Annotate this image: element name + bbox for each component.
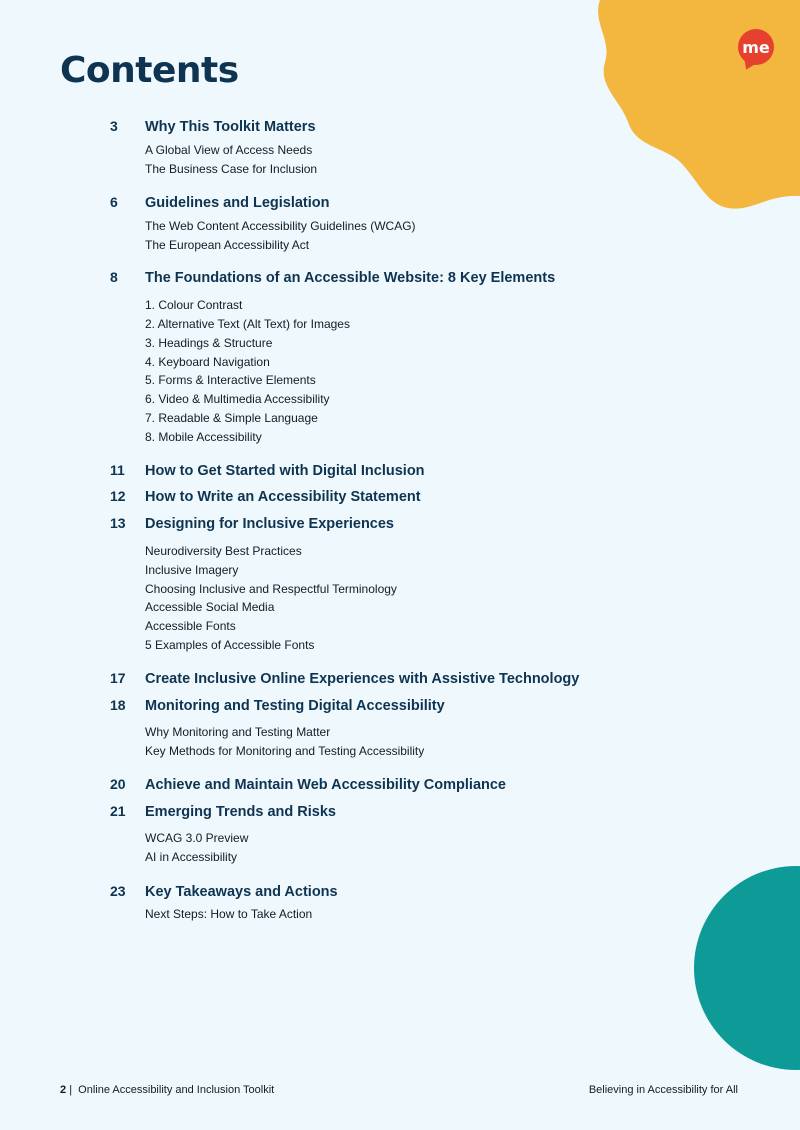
section-title: Why This Toolkit Matters: [145, 119, 316, 135]
toc-subitem[interactable]: Accessible Fonts: [145, 619, 236, 633]
toc-section[interactable]: [110, 515, 394, 532]
section-page-number: 3: [110, 118, 118, 134]
toc-subitem[interactable]: Accessible Social Media: [145, 600, 275, 614]
toc-section[interactable]: [110, 269, 555, 286]
section-page-number: 11: [110, 462, 125, 478]
section-page-number: 12: [110, 488, 126, 504]
section-title: The Foundations of an Accessible Website: 8 Key Elements: [145, 270, 556, 286]
section-page-number: 18: [110, 697, 126, 713]
toc-subitem[interactable]: Key Methods for Monitoring and Testing Accessibility: [145, 744, 425, 758]
toc-subitem[interactable]: 2. Alternative Text (Alt Text) for Images: [145, 317, 350, 331]
footer-separator: |: [69, 1084, 73, 1096]
toc-section[interactable]: [110, 118, 316, 135]
section-title: How to Write an Accessibility Statement: [145, 489, 421, 505]
toc-subitem[interactable]: 6. Video & Multimedia Accessibility: [145, 392, 330, 406]
footer-page-number: 2: [60, 1084, 67, 1096]
section-title: Guidelines and Legislation: [145, 195, 330, 211]
toc-section[interactable]: [110, 488, 421, 505]
section-page-number: 23: [110, 883, 126, 899]
section-title: How to Get Started with Digital Inclusion: [145, 463, 425, 479]
section-title: Emerging Trends and Risks: [145, 804, 336, 820]
section-title: Create Inclusive Online Experiences with Assistive Technology: [145, 671, 580, 687]
section-title: Designing for Inclusive Experiences: [145, 516, 394, 532]
toc-subitem[interactable]: A Global View of Access Needs: [145, 143, 313, 157]
page-title: Contents: [60, 50, 239, 91]
section-title: Achieve and Maintain Web Accessibility Compliance: [145, 777, 506, 793]
toc-subitem[interactable]: The Business Case for Inclusion: [145, 162, 318, 176]
toc-subitem[interactable]: 4. Keyboard Navigation: [145, 355, 270, 369]
section-page-number: 6: [110, 194, 118, 210]
toc-section[interactable]: [110, 462, 425, 479]
toc-subitem[interactable]: AI in Accessibility: [145, 850, 238, 864]
toc-subitem[interactable]: 5 Examples of Accessible Fonts: [145, 638, 315, 652]
toc-section[interactable]: [110, 803, 336, 820]
toc-subitem[interactable]: 8. Mobile Accessibility: [145, 430, 262, 444]
toc-subitem[interactable]: 5. Forms & Interactive Elements: [145, 373, 316, 387]
section-title: Monitoring and Testing Digital Accessibility: [145, 698, 445, 714]
toc-section[interactable]: [110, 776, 506, 793]
toc-subitem[interactable]: 3. Headings & Structure: [145, 336, 273, 350]
section-page-number: 8: [110, 269, 118, 285]
toc-subitem[interactable]: 7. Readable & Simple Language: [145, 411, 318, 425]
section-title: Key Takeaways and Actions: [145, 884, 338, 900]
toc-section[interactable]: [110, 697, 445, 714]
toc-subitem[interactable]: 1. Colour Contrast: [145, 298, 243, 312]
toc-section[interactable]: [110, 883, 338, 900]
section-page-number: 17: [110, 670, 126, 686]
toc-subitem[interactable]: Neurodiversity Best Practices: [145, 544, 302, 558]
section-page-number: 21: [110, 803, 126, 819]
toc-subitem[interactable]: Next Steps: How to Take Action: [145, 907, 313, 921]
footer-document-title: Online Accessibility and Inclusion Toolkit: [78, 1084, 275, 1096]
logo-text: me: [742, 37, 770, 57]
toc-subitem[interactable]: Why Monitoring and Testing Matter: [145, 725, 331, 739]
section-page-number: 13: [110, 515, 126, 531]
toc-subitem[interactable]: WCAG 3.0 Preview: [145, 831, 249, 845]
toc-subitem[interactable]: Choosing Inclusive and Respectful Terminology: [145, 582, 397, 596]
toc-subitem[interactable]: The Web Content Accessibility Guidelines (WCAG): [145, 219, 416, 233]
footer-left: [60, 1084, 274, 1096]
section-page-number: 20: [110, 776, 126, 792]
toc-section[interactable]: [110, 670, 579, 687]
toc-section[interactable]: [110, 194, 330, 211]
toc-subitem[interactable]: Inclusive Imagery: [145, 563, 239, 577]
toc-subitem[interactable]: The European Accessibility Act: [145, 238, 310, 252]
footer-tagline: Believing in Accessibility for All: [588, 1084, 738, 1096]
